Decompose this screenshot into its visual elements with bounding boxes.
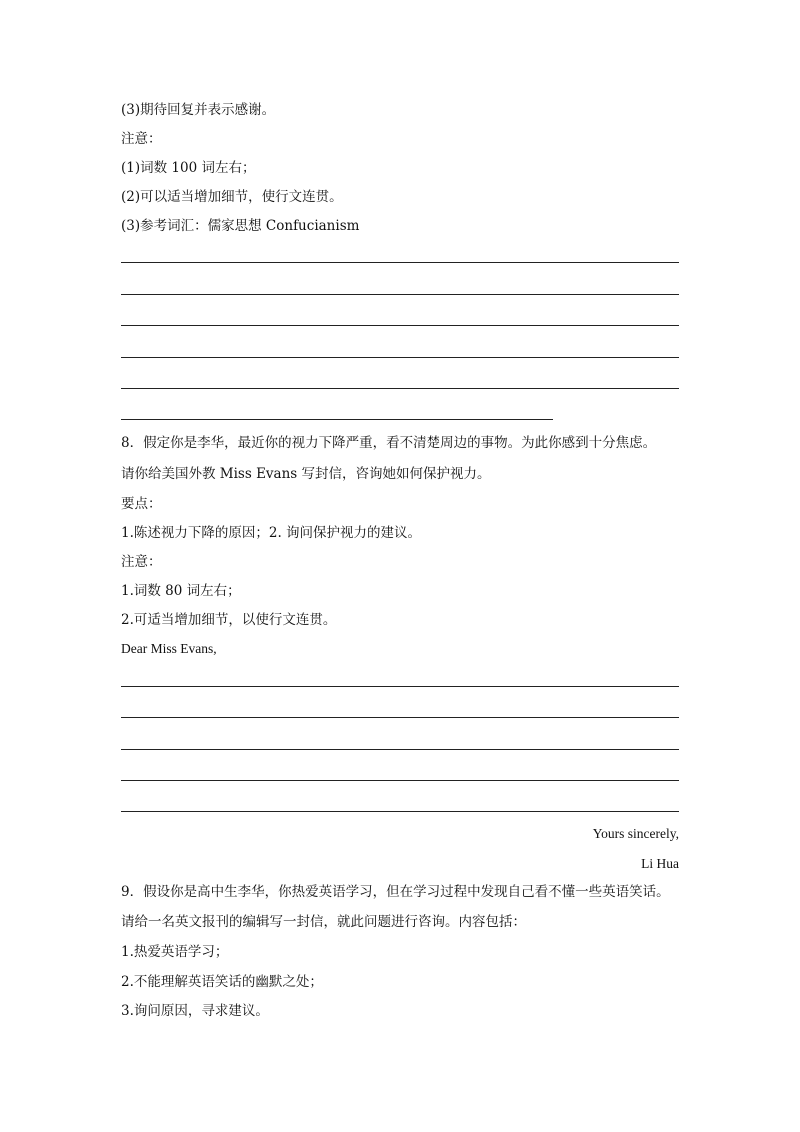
q8-note-1: 1.词数 80 词左右； <box>121 583 241 599</box>
q7-answer-line-2[interactable] <box>121 294 679 295</box>
q8-closing: Yours sincerely, <box>592 826 679 841</box>
q8-salutation: Dear Miss Evans, <box>121 641 217 656</box>
q9-item-2: 2.不能理解英语笑话的幽默之处； <box>121 974 323 990</box>
q8-answer-line-1[interactable] <box>121 686 679 687</box>
q8-prompt-line-2: 请你给美国外教 Miss Evans 写封信，咨询她如何保护视力。 <box>121 466 491 482</box>
q7-answer-line-1[interactable] <box>121 262 679 263</box>
q7-answer-line-3[interactable] <box>121 325 679 326</box>
q8-points: 1.陈述视力下降的原因；2. 询问保护视力的建议。 <box>121 525 422 541</box>
q8-answer-line-2[interactable] <box>121 717 679 718</box>
q8-prompt-line-1: 8．假定你是李华，最近你的视力下降严重，看不清楚周边的事物。为此你感到十分焦虑。 <box>121 435 657 451</box>
q7-answer-line-6[interactable] <box>121 419 553 420</box>
q8-note-2: 2.可适当增加细节，以使行文连贯。 <box>121 612 337 628</box>
q8-signature: Li Hua <box>641 856 679 871</box>
q8-points-title: 要点： <box>121 496 162 512</box>
q8-notice-title: 注意： <box>121 554 162 570</box>
q8-answer-line-3[interactable] <box>121 749 679 750</box>
q7-answer-line-5[interactable] <box>121 388 679 389</box>
q7-note-1: (1)词数 100 词左右； <box>121 160 256 176</box>
q7-point-3: (3)期待回复并表示感谢。 <box>121 102 276 118</box>
q7-note-2: (2)可以适当增加细节，使行文连贯。 <box>121 189 343 205</box>
q7-note-3: (3)参考词汇：儒家思想 Confucianism <box>121 218 360 234</box>
q9-prompt-line-2: 请给一名英文报刊的编辑写一封信，就此问题进行咨询。内容包括： <box>121 914 526 930</box>
q8-answer-line-5[interactable] <box>121 811 679 812</box>
q9-prompt-line-1: 9．假设你是高中生李华，你热爱英语学习，但在学习过程中发现自己看不懂一些英语笑话。 <box>121 884 670 900</box>
q7-notice-title: 注意： <box>121 131 162 147</box>
q7-answer-line-4[interactable] <box>121 357 679 358</box>
q9-item-1: 1.热爱英语学习； <box>121 944 229 960</box>
q9-item-3: 3.询问原因，寻求建议。 <box>121 1003 269 1019</box>
q8-answer-line-4[interactable] <box>121 780 679 781</box>
